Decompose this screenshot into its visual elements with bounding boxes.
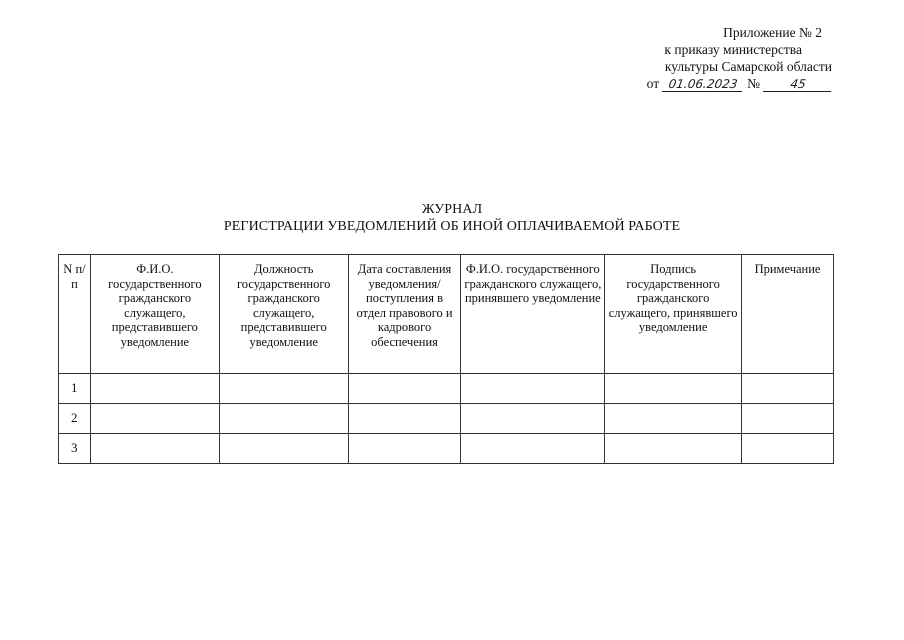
header-note: Примечание [742, 255, 834, 374]
table-row [59, 374, 834, 404]
cell-empty [742, 404, 834, 434]
cell-empty [605, 404, 742, 434]
cell-empty [348, 404, 461, 434]
order-date-number-line [572, 75, 832, 92]
from-label: от [646, 76, 660, 91]
row-number: 1 [59, 374, 91, 404]
title-subject: РЕГИСТРАЦИИ УВЕДОМЛЕНИЙ ОБ ИНОЙ ОПЛАЧИВАЕМОЙ РАБОТЕ [223, 219, 681, 234]
cell-empty [90, 374, 219, 404]
appendix-block [572, 24, 832, 92]
handwritten-order-date: 01.06.2023 [662, 77, 744, 92]
cell-empty [461, 404, 605, 434]
table-header-row [59, 255, 834, 374]
handwritten-order-number: 45 [763, 77, 833, 92]
table-row [59, 404, 834, 434]
cell-empty [348, 434, 461, 464]
cell-empty [461, 374, 605, 404]
journal-table [58, 254, 834, 464]
cell-empty [605, 434, 742, 464]
cell-empty [461, 434, 605, 464]
cell-empty [219, 434, 348, 464]
appendix-order-ref: к приказу министерства [664, 42, 802, 57]
cell-empty [219, 404, 348, 434]
table-row [59, 434, 834, 464]
cell-empty [219, 374, 348, 404]
title-journal: ЖУРНАЛ [421, 202, 483, 217]
cell-empty [605, 374, 742, 404]
number-label: № [747, 76, 760, 91]
header-submitter-position: Должность государственного гражданского служащего, представившего уведомление [219, 255, 348, 374]
cell-empty [742, 374, 834, 404]
cell-empty [348, 374, 461, 404]
header-receiver-name: Ф.И.О. государственного гражданского служащего, принявшего уведомление [461, 255, 605, 374]
cell-empty [90, 404, 219, 434]
appendix-title: Приложение № 2 [723, 25, 822, 40]
header-submitter-name: Ф.И.О. государственного гражданского служащего, представившего уведомление [90, 255, 219, 374]
header-number: N п/п [59, 255, 91, 374]
row-number: 2 [59, 404, 91, 434]
header-receiver-signature: Подпись государственного гражданского служащего, принявшего уведомление [605, 255, 742, 374]
header-date: Дата составления уведомления/ поступления в отдел правового и кадрового обеспечения [348, 255, 461, 374]
cell-empty [742, 434, 834, 464]
appendix-ministry: культуры Самарской области [664, 59, 832, 74]
document-title [0, 201, 904, 235]
cell-empty [90, 434, 219, 464]
row-number: 3 [59, 434, 91, 464]
